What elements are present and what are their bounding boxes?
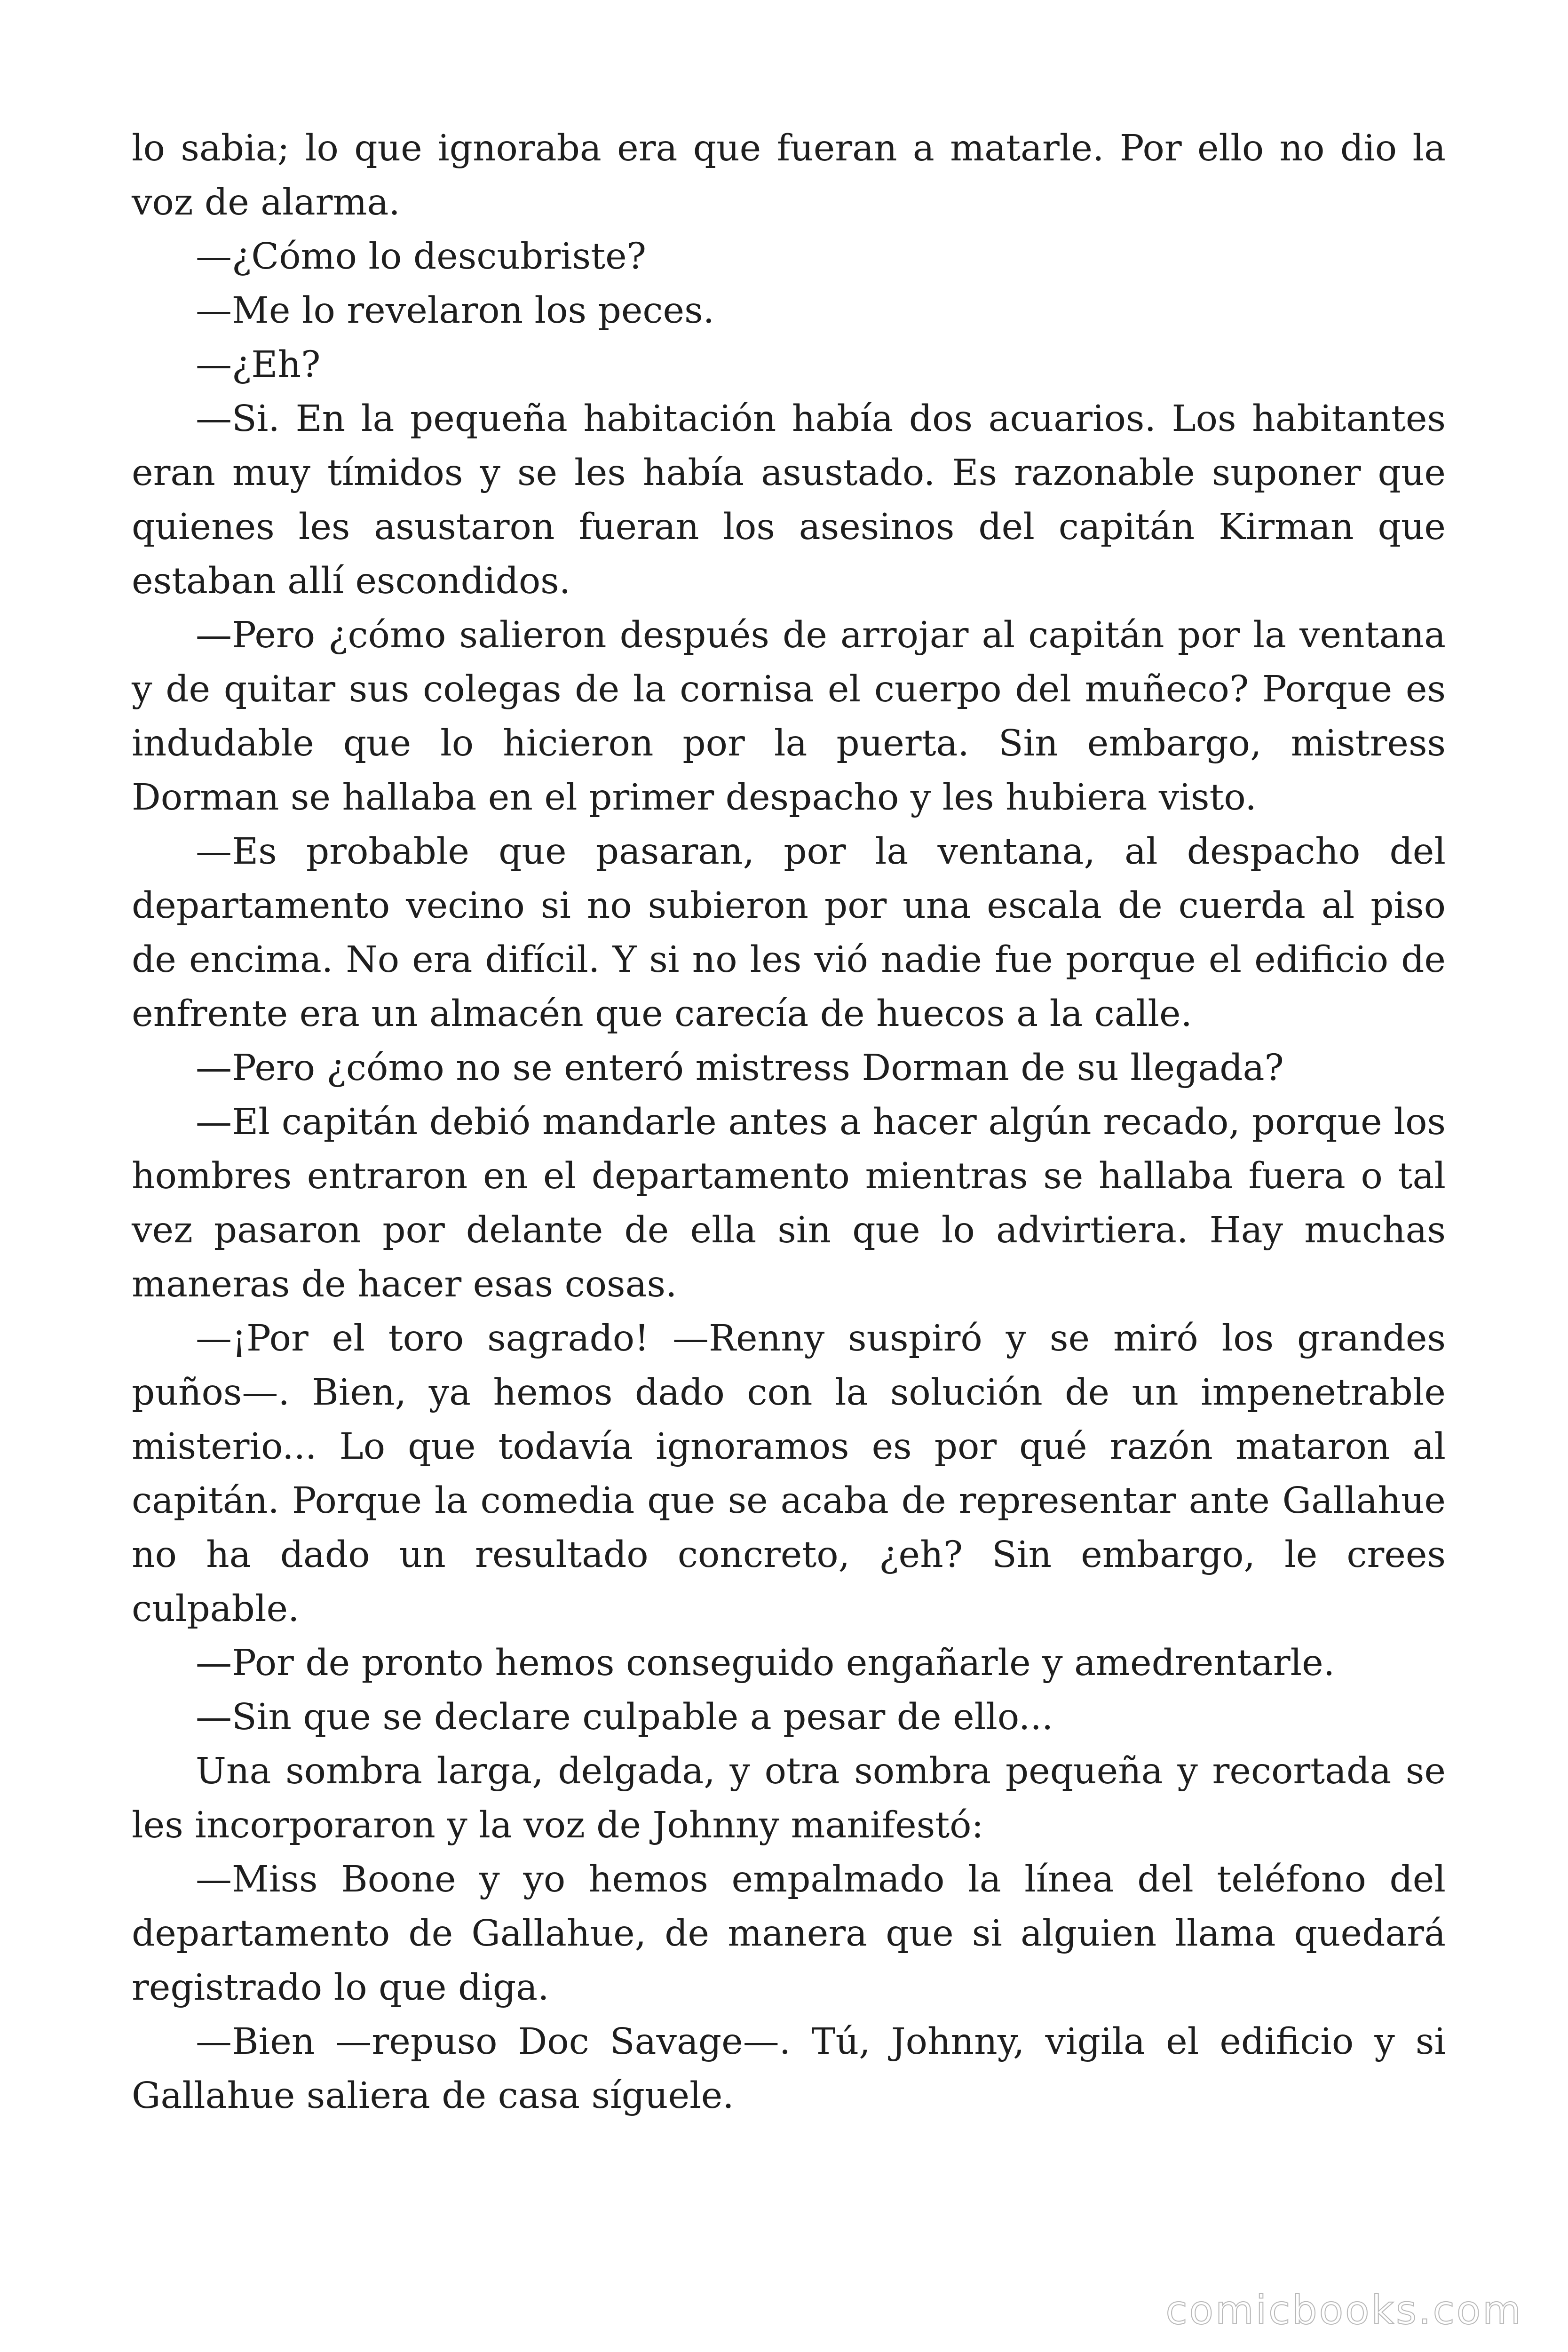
paragraph-13: Una sombra larga, delgada, y otra sombra pequeña y recortada se les incorporaron y la voz de Johnny manifestó: (132, 1750, 1446, 1846)
page-text (132, 121, 1446, 2123)
paragraph-6: —Pero ¿cómo salieron después de arrojar al capitán por la ventana y de quitar sus colegas de la cornisa el cuerpo del muñeco? Porque es indudable que lo hicieron por la puerta. Sin embargo, mistress Dorman se hallaba en el primer despacho y les hubiera visto. (132, 614, 1446, 818)
paragraph-14: —Miss Boone y yo hemos empalmado la línea del teléfono del departamento de Gallahue, de manera que si alguien llama quedará registrado lo que diga. (132, 1859, 1446, 2009)
paragraph-9: —El capitán debió mandarle antes a hacer algún recado, porque los hombres entraron en el departamento mientras se hallaba fuera o tal vez pasaron por delante de ella sin que lo advirtiera. Hay muchas maneras de hacer esas cosas. (132, 1101, 1446, 1305)
paragraph-12: —Sin que se declare culpable a pesar de ello... (196, 1696, 1053, 1738)
paragraph-7: —Es probable que pasaran, por la ventana, al despacho del departamento vecino si no subieron por una escala de cuerda al piso de encima. No era difícil. Y si no les vió nadie fue porque el edificio de enfrente era un almacén que carecía de huecos a la calle. (132, 831, 1446, 1035)
paragraph-15: —Bien —repuso Doc Savage—. Tú, Johnny, vigila el edificio y si Gallahue saliera de casa síguele. (132, 2021, 1446, 2117)
paragraph-4: —¿Eh? (196, 344, 321, 386)
paragraph-10: —¡Por el toro sagrado! —Renny suspiró y se miró los grandes puños—. Bien, ya hemos dado con la solución de un impenetrable misterio... Lo que todavía ignoramos es por qué razón mataron al capitán. Porque la comedia que se acaba de representar ante Gallahue no ha dado un resultado concreto, ¿eh? Sin embargo, le crees culpable. (132, 1318, 1446, 1630)
paragraph-8: —Pero ¿cómo no se enteró mistress Dorman de su llegada? (196, 1047, 1284, 1089)
paragraph-2: —¿Cómo lo descubriste? (196, 236, 646, 278)
paragraph-11: —Por de pronto hemos conseguido engañarle y amedrentarle. (196, 1642, 1335, 1684)
paragraph-3: —Me lo revelaron los peces. (196, 290, 715, 332)
paragraph-1: lo sabia; lo que ignoraba era que fueran a matarle. Por ello no dio la voz de alarma. (132, 127, 1446, 223)
watermark: comicbooks.com (1165, 2287, 1523, 2333)
paragraph-5: —Si. En la pequeña habitación había dos acuarios. Los habitantes eran muy tímidos y se les había asustado. Es razonable suponer que quienes les asustaron fueran los asesinos del capitán Kirman que estaban allí escondidos. (132, 398, 1446, 602)
